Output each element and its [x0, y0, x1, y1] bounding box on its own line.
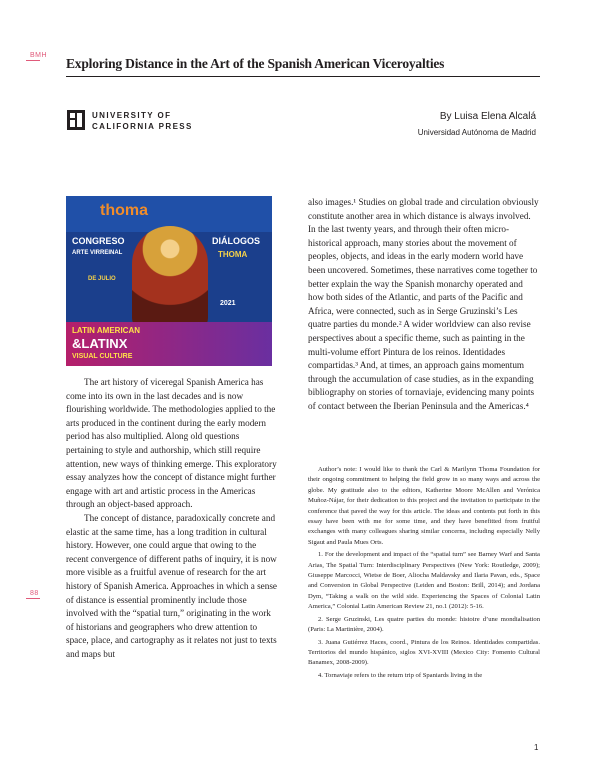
poster-date: DE JULIO	[88, 276, 116, 282]
footnote: 2. Serge Gruzinski, Les quatre parties du monde: histoire d’une mondialisation (Paris: La Martinière, 2004).	[308, 615, 540, 634]
body-paragraph: The art history of viceregal Spanish America has come into its own in the last decades and is now flourishing worldwide. The methodologies applied to the arts produced in the continent during the early modern period has also multiplied. Along old questions pertaining to style and authorship, which still require attention, new ways of thinking emerge. This exploratory essay analyzes how the concept of distance might further engage with art and artistic process in the Americas through an object-based approach.	[66, 377, 277, 510]
poster-left-heading: CONGRESO	[72, 236, 125, 246]
footnotes	[308, 465, 540, 683]
margin-rule	[26, 598, 40, 599]
margin-rule	[26, 60, 40, 61]
affiliation: Universidad Autónoma de Madrid	[417, 128, 536, 137]
publisher-line-1: UNIVERSITY OF	[92, 111, 172, 120]
journal-abbreviation: BMH	[30, 52, 48, 59]
poster-right-heading: DIÁLOGOS	[212, 236, 261, 246]
poster-bottom-line-3: VISUAL CULTURE	[72, 353, 133, 360]
poster-bottom-line-2: &LATINX	[72, 336, 128, 351]
poster-year: 2021	[220, 300, 236, 307]
footnote: 3. Juana Gutiérrez Haces, coord., Pintura de los Reinos. Identidades compartidas. Territorios del mundo hispánico, siglos XVI-XVIII (Mexico City: Fomento Cultural Banamex, 2008-2009).	[308, 638, 540, 667]
conference-poster-image	[66, 196, 272, 366]
author-note: Author’s note: I would like to thank the Carl & Marilynn Thoma Foundation for their ongoing commitment to helping the field grow in so many ways and across the globe. My gratitude also to the editors, Katherine Moore McAllen and Verónica Muñoz-Nájar, for their dedication to this project and the invitation to participate in the conference that paved the way for this article. The ideas and contents put forth in this essay have been with me for some time, and they have benefitted from fruitful exchanges with many colleagues sharing similar concerns, including especially Nelly Sigaut and Paula Mues Orts.	[308, 466, 540, 546]
journal-page-number: 88	[30, 590, 39, 597]
author: By Luisa Elena Alcalá	[439, 111, 536, 122]
poster-footer	[66, 322, 272, 366]
body-column-left	[66, 376, 278, 661]
poster-left-sub: ARTE VIRREINAL	[72, 250, 123, 256]
footnote: 1. For the development and impact of the “spatial turn” see Barney Warf and Santa Arias, The Spatial Turn: Interdisciplinary Perspectives (New York: Routledge, 2009); Giuseppe Marcocci, Wietse de Boer, Aliocha Maldavsky and Ilaria Pavan, eds., Space and Conversion in Global Perspective (Leiden and Boston: Brill, 2014); and Jordana Dym, “Taking a walk on the wild side. Experiencing the Spaces of Colonial Latin America,” Colonial Latin American Review 21, no.1 (2012): 5-16.	[308, 551, 540, 611]
article-title: Exploring Distance in the Art of the Spanish American Viceroyalties	[66, 56, 445, 71]
publisher-line-2: CALIFORNIA PRESS	[92, 122, 193, 131]
body-paragraph: The concept of distance, paradoxically concrete and elastic at the same time, has a long tradition in cultural history. However, one could argue that owing to the recent convergence of different paths of inquiry, it is now more visible as a fruitful avenue of research for the art history of Spanish America. Approaches in which a sense of distance is essential prominently include those involved with the “spatial turn,” originating in the work of historians and geographers who drew attention to space, place, and cartography as it relates not just to texts and maps but	[66, 512, 278, 659]
poster-right-sub: THOMA	[218, 250, 248, 259]
poster-logo: thoma	[100, 202, 148, 219]
virgin-figure	[132, 226, 208, 330]
title-rule	[66, 76, 540, 77]
press-logo-icon	[67, 110, 85, 130]
page-number: 1	[534, 743, 539, 752]
body-paragraph: also images.¹ Studies on global trade and circulation obviously constitute another area in which distance is always involved. In the last twenty years, and through their often micro-historical approach, many stories about the movement of peoples, objects, and ideas in the early modern world have been uncovered. Sometimes, these narratives come together to better explain the way the Spanish monarchy operated and how both sides of the Atlantic, and parts of the Pacific and Africa, were connected, such as in Serge Gruzinski’s Les quatre parties du monde.² A wider worldview can also revise perspectives about a specific theme, such as painting in the multi-volume effort Pintura de los reinos. Identidades compartidas.³ And, at times, an approach gains momentum through the accumulation of case studies, as in the expanding bibliography on stories of tornaviaje, evidencing many points of contact between the Iberian Peninsula and the Americas.⁴	[308, 197, 539, 411]
body-column-right	[308, 196, 540, 414]
footnote: 4. Tornaviaje refers to the return trip of Spaniards living in the	[318, 671, 483, 679]
publisher-name	[92, 110, 193, 132]
poster-bottom-line-1: LATIN AMERICAN	[72, 326, 140, 335]
